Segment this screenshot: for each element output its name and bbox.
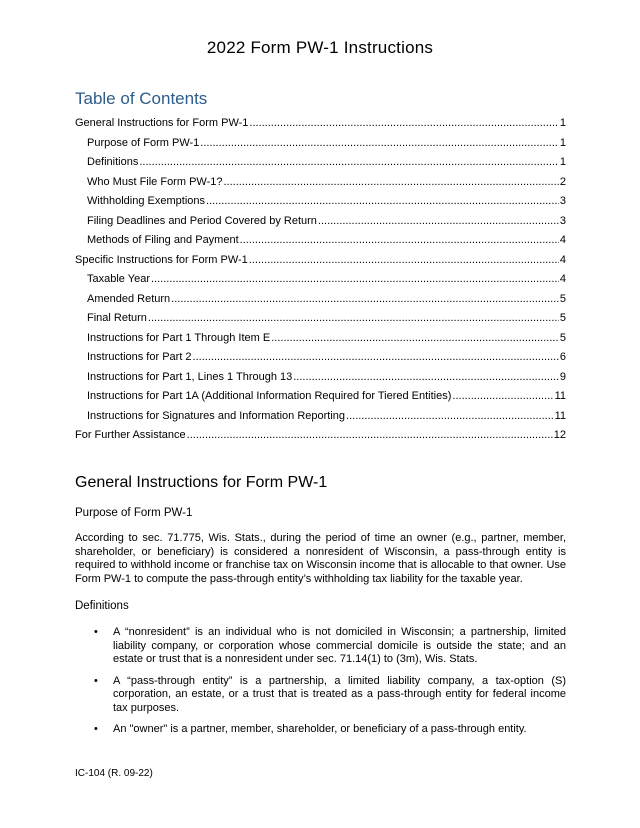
toc-entry[interactable]	[75, 215, 566, 235]
table-of-contents	[75, 117, 566, 449]
toc-entry-page: 3	[559, 214, 566, 227]
toc-entry-label: Instructions for Part 1 Through Item E	[87, 331, 271, 344]
toc-entry-page: 9	[559, 370, 566, 383]
toc-entry[interactable]	[75, 351, 566, 371]
toc-dot-leader	[151, 273, 559, 285]
toc-entry-label: Amended Return	[87, 292, 171, 305]
toc-entry-label: Methods of Filing and Payment	[87, 234, 239, 246]
toc-entry-page: 12	[553, 429, 566, 441]
section-heading: General Instructions for Form PW-1	[75, 474, 328, 491]
toc-entry-page: 5	[559, 292, 566, 305]
toc-entry[interactable]	[75, 293, 566, 313]
toc-entry[interactable]	[75, 273, 566, 293]
toc-entry-label: Specific Instructions for Form PW-1	[75, 253, 248, 266]
toc-dot-leader	[318, 215, 559, 227]
toc-dot-leader	[249, 117, 558, 129]
toc-entry-page: 1	[559, 136, 566, 149]
definition-item	[75, 626, 566, 667]
toc-dot-leader	[224, 176, 559, 188]
toc-dot-leader	[193, 351, 559, 363]
bullet-icon: •	[94, 723, 98, 735]
toc-entry-page: 4	[559, 273, 566, 285]
toc-entry-label: Instructions for Part 2	[87, 351, 192, 363]
toc-entry[interactable]	[75, 117, 566, 137]
bullet-icon: •	[94, 674, 98, 687]
toc-entry-page: 1	[559, 117, 566, 129]
toc-entry[interactable]	[75, 195, 566, 215]
toc-dot-leader	[249, 254, 559, 266]
toc-entry-page: 4	[559, 253, 566, 266]
definition-text: A “nonresident” is an individual who is not domiciled in Wisconsin; a partnership, limited liability company, or corporation whose commercial domicile is outside the state; and an estate or trust that is a nonresident under sec. 71.14(1) to (3m), Wis. Stats.	[113, 626, 566, 665]
toc-heading: Table of Contents	[75, 89, 208, 108]
toc-entry[interactable]	[75, 312, 566, 332]
toc-entry-page: 5	[559, 312, 566, 324]
toc-entry-page: 5	[559, 331, 566, 344]
toc-entry-label: General Instructions for Form PW-1	[75, 117, 249, 129]
toc-dot-leader	[171, 293, 559, 305]
purpose-paragraph: According to sec. 71.775, Wis. Stats., during the period of time an owner (e.g., partner, member, shareholder, or beneficiary) is considered a nonresident of Wisconsin, a pass-through entity is required to withhold income or franchise tax on Wisconsin income that is allocable to that owner. Use Form PW-1 to compute the pass-through entity’s withholding tax liability for the taxable year.	[75, 532, 566, 585]
toc-entry[interactable]	[75, 176, 566, 196]
toc-entry-page: 11	[554, 390, 566, 402]
toc-dot-leader	[187, 429, 553, 441]
toc-dot-leader	[148, 312, 559, 324]
toc-entry-page: 1	[559, 156, 566, 168]
toc-entry[interactable]	[75, 429, 566, 449]
toc-entry-label: Filing Deadlines and Period Covered by Return	[87, 214, 317, 227]
toc-entry-label: For Further Assistance	[75, 429, 186, 441]
toc-entry-label: Taxable Year	[87, 273, 150, 285]
toc-entry-label: Definitions	[87, 156, 139, 168]
toc-entry-label: Final Return	[87, 312, 147, 324]
toc-entry[interactable]	[75, 332, 566, 352]
toc-dot-leader	[240, 234, 559, 246]
toc-entry-page: 4	[559, 234, 566, 246]
bullet-icon: •	[94, 626, 98, 638]
toc-entry[interactable]	[75, 371, 566, 391]
definitions-heading: Definitions	[75, 600, 129, 612]
document-title: 2022 Form PW-1 Instructions	[206, 38, 434, 57]
toc-entry[interactable]	[75, 137, 566, 157]
definition-text: An "owner" is a partner, member, shareholder, or beneficiary of a pass-through entity.	[113, 723, 527, 735]
definitions-list	[75, 626, 566, 745]
toc-dot-leader	[271, 332, 559, 344]
toc-entry[interactable]	[75, 156, 566, 176]
toc-entry-label: Instructions for Signatures and Information Reporting	[87, 409, 346, 422]
toc-entry-page: 11	[554, 409, 566, 422]
toc-dot-leader	[452, 390, 553, 402]
toc-entry-page: 6	[559, 351, 566, 363]
definition-item	[75, 723, 566, 737]
toc-entry-label: Withholding Exemptions	[87, 195, 206, 207]
toc-entry-page: 3	[559, 195, 566, 207]
toc-entry-page: 2	[559, 175, 566, 188]
toc-entry[interactable]	[75, 390, 566, 410]
toc-entry-label: Who Must File Form PW-1?	[87, 175, 223, 188]
purpose-heading: Purpose of Form PW-1	[75, 507, 193, 519]
toc-entry[interactable]	[75, 234, 566, 254]
toc-entry-label: Instructions for Part 1A (Additional Information Required for Tiered Entities)	[87, 390, 452, 402]
toc-dot-leader	[206, 195, 559, 207]
toc-dot-leader	[346, 410, 554, 422]
definition-item	[75, 675, 566, 716]
toc-entry[interactable]	[75, 410, 566, 430]
toc-entry[interactable]	[75, 254, 566, 274]
definition-text: A “pass-through entity” is a partnership, a limited liability company, a tax-option (S) corporation, an estate, or a trust that is treated as a pass-through entity for federal income tax purposes.	[113, 674, 566, 714]
toc-dot-leader	[200, 137, 559, 149]
toc-dot-leader	[293, 371, 559, 383]
toc-entry-label: Instructions for Part 1, Lines 1 Through 13	[87, 370, 293, 383]
form-code-footer: IC-104 (R. 09-22)	[75, 768, 153, 779]
toc-dot-leader	[139, 156, 559, 168]
toc-entry-label: Purpose of Form PW-1	[87, 136, 200, 149]
